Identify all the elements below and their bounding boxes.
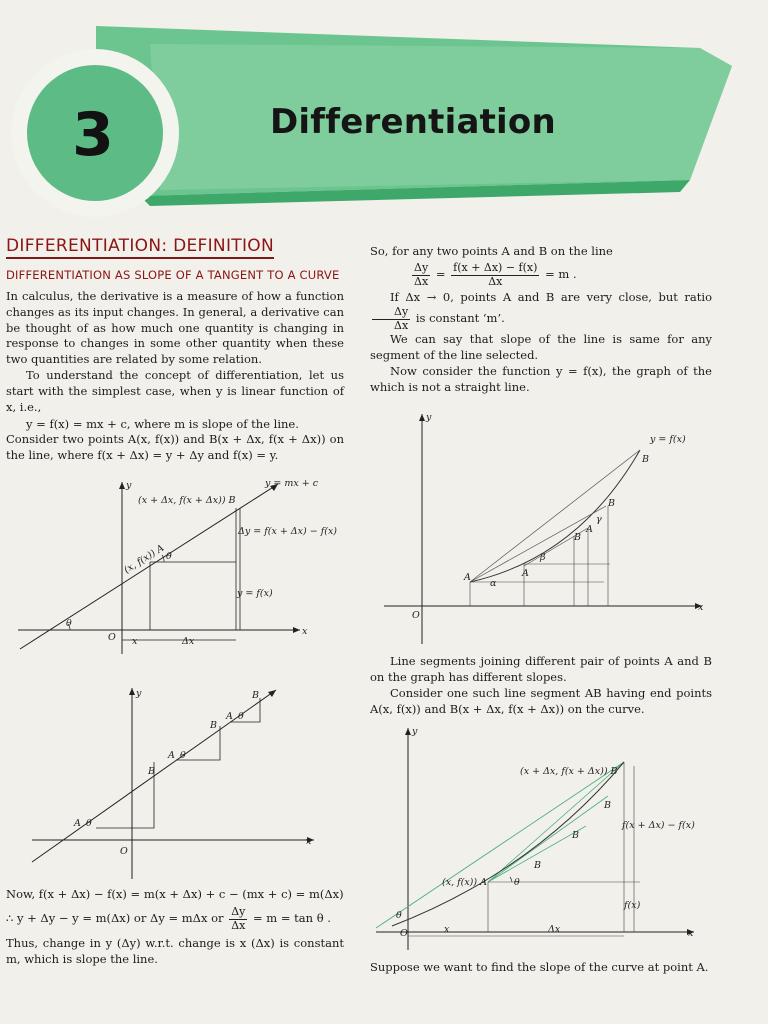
fig4-x-seg: x [444,924,450,935]
fig2-b3: B [252,690,259,701]
paragraph: In calculus, the derivative is a measure of how a function changes as its input changes. In general, a derivative can be thought of as how much one quantity is changing in response to changes in some other quantity when these two quantities are related by some relation. [6,288,344,367]
fig3-y-label: y [426,412,432,423]
fig1-point-a: (x, f(x)) A [122,542,167,576]
fraction-numerator: Δy [414,260,429,274]
fraction-numerator: Δy [231,905,246,919]
fig2-origin: O [120,846,128,857]
section-title: DIFFERENTIATION: DEFINITION [6,236,274,259]
left-bottom-text [6,886,344,968]
fig1-y-label: y [126,480,132,491]
fig2-a2: A [168,750,175,761]
fig4-theta: θ [514,877,520,888]
fraction [372,306,410,332]
fig4-point-a: (x, f(x)) A [442,877,487,888]
fig4-diff: f(x + Δx) − f(x) [622,820,695,831]
fig1-origin: O [108,632,116,643]
right-column [370,244,712,396]
figure-linear-slope [10,474,346,660]
slope-equation: $\frac{\Delta y}{\Delta x}$ = $\frac{f(x + \Delta x) - f(x)}{\Delta x}$ = m . [414,260,577,288]
text-part: is constant ‘m’. [415,311,505,326]
fig3-a1: A [464,572,471,583]
fraction-denominator: Δx [231,918,246,932]
fig2-b1: B [148,766,155,777]
paragraph: So, for any two points A and B on the line [370,244,613,258]
paragraph: Thus, change in y (Δy) w.r.t. change is x (Δx) is constant m, which is slope the line. [6,936,344,967]
fraction-denominator: Δx [488,274,503,288]
fig1-line-label: y = mx + c [265,478,319,489]
fraction [412,262,430,288]
fig1-dy-label: Δy = f(x + Δx) − f(x) [238,526,338,537]
paragraph [370,290,712,332]
paragraph: Line segments joining different pair of points A and B on the graph has different slopes. [370,654,712,684]
paragraph: Suppose we want to find the slope of the curve at point A. [370,960,709,974]
fig3-curve-label: y = f(x) [650,434,686,445]
fig2-a1: A [74,818,81,829]
fig4-b3: B [572,830,579,841]
subsection-title: DIFFERENTIATION AS SLOPE OF A TANGENT TO A CURVE [6,268,340,282]
fig4-origin: O [400,928,408,939]
fig1-theta: θ [66,618,72,629]
fig1-x-seg: x [132,636,138,647]
fig4-y-label: y [412,726,418,737]
figure-curve-secants [378,408,712,648]
fig4-b4: B [534,860,541,871]
fig1-theta2: θ [166,551,172,562]
fig2-t2: θ [180,750,186,761]
fig4-b2: B [604,800,611,811]
fig1-dx-seg: Δx [182,636,195,647]
fig1-x-label: x [302,626,308,637]
fig3-beta: β [540,552,546,563]
fig1-yfx-label: y = f(x) [237,588,273,599]
fig4-fx: f(x) [624,900,641,911]
chapter-title: Differentiation [270,102,556,142]
paragraph: Consider two points A(x, f(x)) and B(x + Δx, f(x + Δx)) on the line, where f(x + Δx) = y + Δy and f(x) = y. [6,431,344,462]
figure-tangent [372,722,708,954]
equation-part: = m . [545,267,577,281]
fig2-t1: θ [86,818,92,829]
left-column [6,236,344,464]
fig1-point-b: (x + Δx, f(x + Δx)) B [138,495,236,506]
fraction-denominator: Δx [394,318,409,332]
fig3-a3: A [586,524,593,535]
equation-part: = m = tan θ . [253,911,331,926]
fig4-dx-seg: Δx [548,924,561,935]
chapter-number: 3 [72,100,114,170]
fig2-t3: θ [238,711,244,722]
text-part: If Δx → 0, points A and B are very close, but ratio [390,290,712,305]
equation: y = f(x) = mx + c, where m is slope of the line. [26,416,299,431]
fig3-origin: O [412,610,420,621]
fig2-x-label: x [306,836,312,847]
fraction-denominator: Δx [414,274,429,288]
fig3-x-label: x [698,602,704,613]
equation-part: ∴ y + Δy − y = m(Δx) or Δy = mΔx or [6,911,224,926]
fig3-gamma: γ [596,514,602,525]
figure-line-steps [24,684,344,884]
fig2-b2: B [210,720,217,731]
fig3-b3: B [608,498,615,509]
fig4-theta-origin: θ [396,910,402,921]
equation: Now, f(x + Δx) − f(x) = m(x + Δx) + c − (mx + c) = m(Δx) [6,887,344,901]
right-bottom-text [370,960,710,976]
paragraph: Now consider the function y = f(x), the graph of the which is not a straight line. [370,364,712,394]
fraction [229,906,247,932]
fig2-a3: A [226,711,233,722]
paragraph: To understand the concept of differentiation, let us start with the simplest case, when y is linear function of x, i.e., [6,368,344,414]
fig3-b-top: B [642,454,649,465]
paragraph: Consider one such line segment AB having end points A(x, f(x)) and B(x + Δx, f(x + Δx)) on the curve. [370,685,712,716]
fig4-x-label: x [688,928,694,939]
fig3-b2: B [574,532,581,543]
fraction [451,262,539,288]
equation [6,906,344,932]
fig2-y-label: y [136,688,142,699]
fraction-numerator: Δy [372,306,410,320]
fig3-alpha: α [490,578,497,589]
fig3-a2: A [522,568,529,579]
right-column-middle [370,654,712,717]
paragraph: We can say that slope of the line is same for any segment of the line selected. [370,332,712,363]
fig4-point-b: (x + Δx, f(x + Δx)) B [520,766,618,777]
fraction-numerator: f(x + Δx) − f(x) [453,260,538,274]
